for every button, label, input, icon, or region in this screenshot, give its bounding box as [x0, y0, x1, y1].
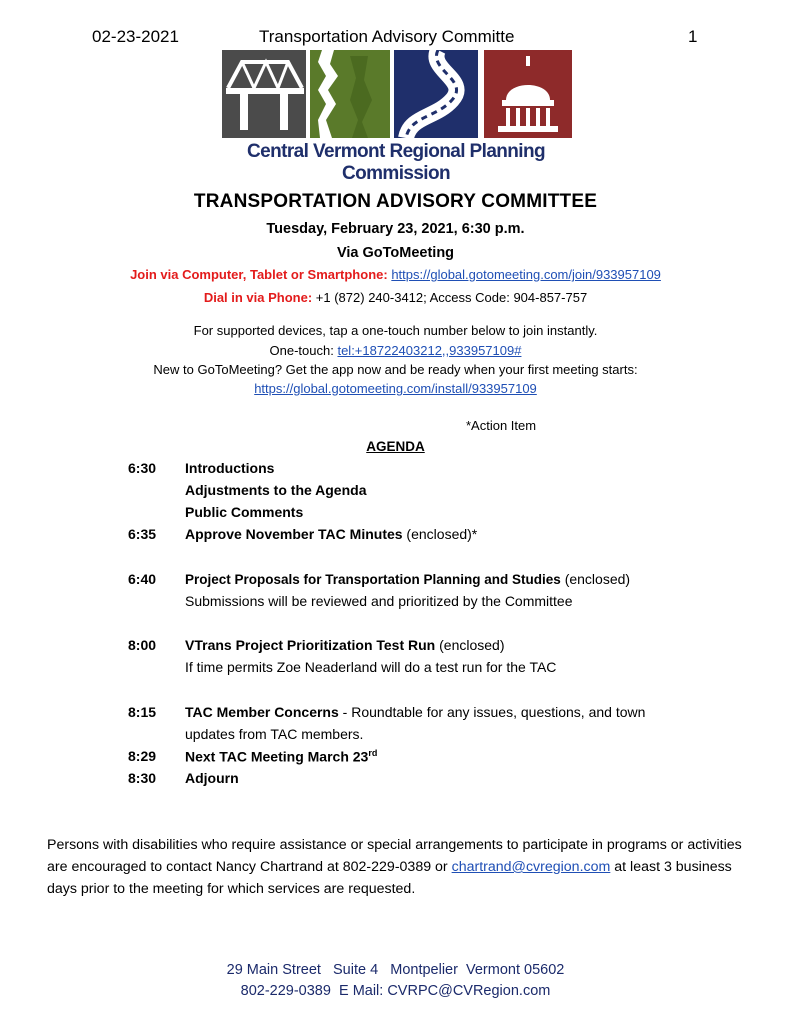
page-number: 1 — [688, 27, 698, 46]
bridge-icon — [222, 50, 306, 138]
agenda-time: 6:40 — [128, 571, 157, 587]
accessibility-note — [47, 834, 757, 900]
agenda-item — [185, 482, 745, 498]
agenda-item-title: Public Comments — [185, 504, 304, 520]
accessibility-text: Persons with disabilities who require assistance or special arrangements to participate in programs or activities are encouraged to contact Nancy Chartrand at 802-229-0389 or — [47, 837, 742, 875]
agenda-item — [185, 726, 745, 742]
agenda-item-title: Introductions — [185, 460, 275, 476]
road-icon — [394, 50, 478, 138]
onetouch-label: One-touch: — [269, 343, 334, 358]
agenda-item-title: VTrans Project Prioritization Test Run — [185, 637, 436, 653]
accessibility-text-end: at least 3 business days prior to the meeting for which services are requested. — [47, 859, 732, 897]
agenda-item — [185, 571, 745, 587]
install-line — [0, 381, 791, 396]
agenda-item-title: Next TAC Meeting March 23 — [185, 748, 369, 765]
vermont-map-icon — [310, 50, 390, 138]
agenda-item — [185, 748, 745, 765]
agenda-item-title: Approve November TAC Minutes — [185, 526, 403, 542]
contact-email-link[interactable]: chartrand@cvregion.com — [451, 859, 611, 875]
header-date: 02-23-2021 — [92, 27, 179, 46]
action-item-note: *Action Item — [466, 418, 537, 433]
agenda-time: 6:30 — [128, 460, 157, 476]
dial-line — [0, 290, 791, 305]
agenda-item-title: Adjourn — [185, 770, 239, 786]
agenda-item — [185, 460, 745, 476]
new-to-gotomeeting-text: New to GoToMeeting? Get the app now and be ready when your first meeting starts: — [153, 362, 638, 377]
agenda-heading: AGENDA — [366, 439, 425, 454]
footer-address: 29 Main Street Suite 4 Montpelier Vermont 05602 — [226, 962, 565, 978]
agenda-time: 6:35 — [128, 526, 157, 542]
agenda-time: 8:15 — [128, 704, 157, 720]
agenda-item-note: updates from TAC members. — [185, 726, 364, 742]
meeting-via: Via GoToMeeting — [336, 245, 455, 261]
join-label: Join via Computer, Tablet or Smartphone: — [130, 267, 388, 282]
agenda-time: 8:00 — [128, 637, 157, 653]
agenda-item — [185, 637, 745, 653]
supported-devices-text: For supported devices, tap a one-touch number below to join instantly. — [193, 323, 598, 338]
dial-text: +1 (872) 240-3412; Access Code: 904-857-757 — [315, 290, 588, 305]
agenda-item — [185, 593, 745, 609]
agenda-item — [185, 504, 745, 520]
agenda-item-note: (enclosed) — [435, 637, 505, 653]
onetouch-line — [0, 343, 791, 358]
agenda-item-title: Project Proposals for Transportation Planning and Studies — [185, 572, 561, 587]
agenda-item — [185, 526, 745, 542]
agenda-item-note: (enclosed)* — [402, 526, 478, 542]
join-link[interactable]: https://global.gotomeeting.com/join/933957109 — [391, 267, 661, 282]
page-title: TRANSPORTATION ADVISORY COMMITTEE — [193, 191, 598, 212]
ordinal-suffix: rd — [368, 748, 378, 758]
org-name: Central Vermont Regional Planning Commission — [247, 141, 545, 184]
agenda-time: 8:29 — [128, 748, 157, 764]
dial-label: Dial in via Phone: — [203, 290, 313, 305]
agenda-item-title: Adjustments to the Agenda — [185, 482, 367, 498]
cvrpc-logo — [222, 50, 572, 138]
agenda-item — [185, 659, 745, 675]
agenda-item-title: TAC Member Concerns — [185, 704, 339, 720]
agenda-item-note: Submissions will be reviewed and prioritized by the Committee — [185, 593, 573, 609]
agenda-item-note: (enclosed) — [560, 571, 631, 587]
header-title: Transportation Advisory Committe — [259, 27, 515, 46]
meeting-datetime: Tuesday, February 23, 2021, 6:30 p.m. — [266, 221, 525, 237]
install-link[interactable]: https://global.gotomeeting.com/install/933957109 — [254, 381, 537, 396]
agenda-item — [185, 770, 745, 786]
agenda-item-note: If time permits Zoe Neaderland will do a test run for the TAC — [185, 659, 557, 675]
onetouch-link[interactable]: tel:+18722403212,,933957109# — [337, 343, 522, 358]
agenda-time: 8:30 — [128, 770, 157, 786]
join-line — [0, 267, 791, 282]
agenda-item-note: - Roundtable for any issues, questions, and town — [338, 704, 646, 720]
agenda-item — [185, 704, 745, 720]
capitol-dome-icon — [484, 50, 572, 138]
footer-contact: 802-229-0389 E Mail: CVRPC@CVRegion.com — [240, 983, 551, 999]
